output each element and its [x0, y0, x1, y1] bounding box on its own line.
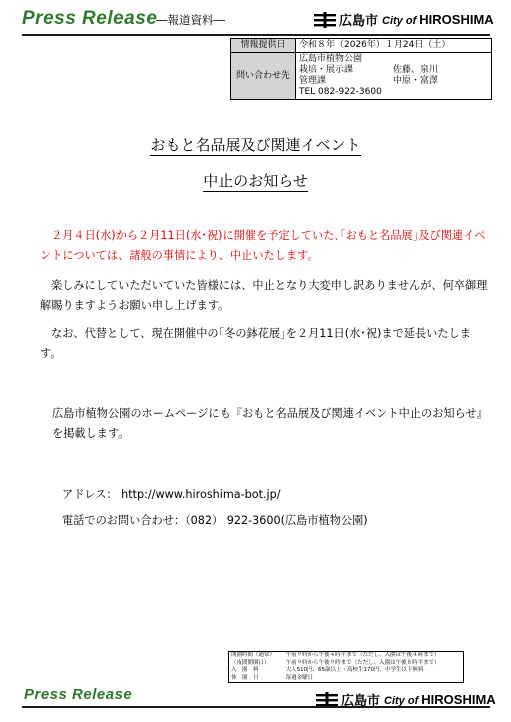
hiroshima-city-logo [314, 10, 494, 29]
hours-row-label: 入 園 料 [231, 667, 259, 674]
contact-label: 問い合わせ先 [231, 53, 296, 100]
paragraph-apology: 楽しみにしていただいていた皆様には、中止となり大変申し訳ありませんが、何卒御理解賜りますようお願い申し上げます。 [40, 279, 488, 312]
hours-row-label: 休 園 日 [231, 674, 259, 681]
contact-org: 広島市植物公園 [299, 54, 363, 64]
date-value: 令和８年（2026年）１月24日（土） [296, 39, 492, 53]
press-release-heading: Press Release [22, 8, 158, 29]
logo-japanese-text: 広島市 [341, 694, 381, 709]
hours-row-value: 大人510円、65歳以上・高校生170円、中学生以下無料 [285, 667, 424, 674]
header-rule [22, 34, 490, 36]
logo-hiroshima-text: HIROSHIMA [421, 692, 496, 707]
hours-row-label: 開園時間（通常） [231, 652, 276, 658]
paragraph-website: 広島市植物公園のホームページにも『おもと名品展及び関連イベント中止のお知らせ』を掲載します。 [52, 407, 488, 440]
contact-tel: TEL 082-922-3600 [299, 87, 382, 97]
paragraph-cancellation: ２月４日(水)から２月11日(水･祝)に開催を予定していた､｢おもと名品展｣及び関連イベントについては、諸般の事情により、中止いたします。 [40, 229, 486, 262]
logo-hiroshima-text: HIROSHIMA [419, 12, 494, 27]
hours-row-label: （夜間開園日） [231, 659, 270, 666]
address-label: アドレス： [62, 488, 118, 501]
address-url[interactable]: http://www.hiroshima-bot.jp/ [121, 488, 281, 501]
hours-row-value: 午前９時から午後９時まで（ただし、入園は午後８時半まで） [285, 659, 440, 666]
contact-dept-1-staff: 佐藤、泉川 [393, 65, 439, 75]
contact-dept-2-staff: 中原・富澤 [393, 76, 439, 86]
logo-city-of-text: City of [382, 15, 420, 27]
notice-title-line-2: 中止のお知らせ [203, 172, 308, 190]
hours-row [229, 652, 464, 660]
paragraph-extension: なお、代替として、現在開催中の｢冬の鉢花展｣を２月11日(水･祝)まで延長いたします。 [40, 327, 471, 360]
press-release-footer: Press Release [24, 686, 133, 703]
city-emblem-icon [314, 12, 336, 28]
hours-row-value: 毎週金曜日 [285, 674, 314, 681]
hours-row [229, 667, 464, 675]
info-table [230, 38, 492, 100]
phone-line: 電話でのお問い合わせ：（082） 922-3600(広島市植物公園) [62, 514, 368, 527]
opening-hours-table [228, 651, 464, 683]
notice-title [0, 134, 511, 155]
hours-row-value: 午前９時から午後４時半まで（ただし、入園は午後４時まで） [285, 652, 440, 658]
press-release-subtitle: ―報道資料― [156, 13, 225, 27]
footer-rule [22, 706, 490, 708]
address-line [62, 486, 281, 502]
notice-title-line-1: おもと名品展及び関連イベント [150, 136, 361, 154]
logo-city-of-text: City of [384, 695, 422, 707]
hours-row [229, 675, 464, 683]
contact-dept-2: 管理課 [299, 76, 327, 86]
date-label: 情報提供日 [231, 39, 296, 53]
contact-dept-1: 栽培・展示課 [299, 65, 354, 75]
contact-details [296, 53, 492, 100]
notice-subtitle [0, 170, 511, 191]
logo-japanese-text: 広島市 [339, 14, 379, 29]
